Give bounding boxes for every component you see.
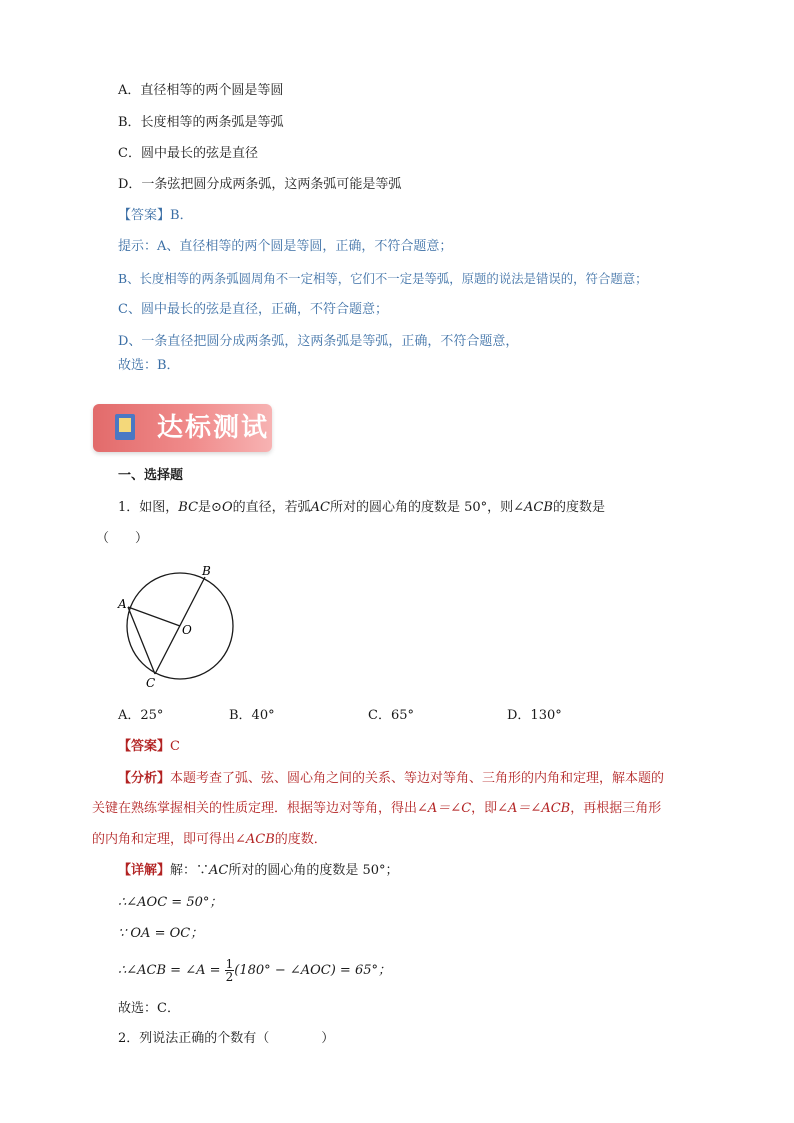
q1-o: O — [221, 500, 233, 515]
option-d: D．一条弦把圆分成两条弧，这两条弧可能是等弧 — [118, 177, 402, 192]
section-banner — [93, 404, 272, 452]
q1-analysis-2b: ∠A＝∠C — [417, 801, 472, 816]
q1-detail-1 — [118, 862, 399, 880]
q1-analysis-2c: ，即 — [471, 801, 498, 816]
label-c: C — [146, 676, 156, 690]
q1-analysis-2 — [92, 800, 661, 818]
q1-detail-1c: 所对的圆心角的度数是 50°； — [228, 863, 399, 878]
label-b: B — [202, 564, 211, 578]
fraction-denominator: 2 — [225, 970, 234, 984]
option-b: B．长度相等的两条弧是等弧 — [118, 115, 284, 130]
q2-stem: 2．列说法正确的个数有（ ） — [118, 1031, 335, 1046]
q1-answer-value: C — [170, 739, 180, 754]
q1-detail-4b: (180° − ∠AOC) = 65°； — [234, 963, 391, 978]
q1-answer-label: 【答案】 — [118, 739, 171, 754]
label-a: A — [118, 597, 127, 611]
fraction-one-half — [225, 958, 235, 983]
q1-option-c: C．65° — [368, 708, 414, 723]
chord-ac — [128, 607, 155, 674]
section-heading: 一、选择题 — [118, 468, 184, 483]
q1-option-a: A．25° — [118, 708, 164, 723]
q1-detail-label: 【详解】 — [118, 863, 171, 878]
q1-prefix: 1．如图， — [118, 500, 179, 515]
segment-ao — [128, 607, 180, 626]
q1-analysis-2d: ∠A＝∠ACB — [497, 801, 571, 816]
q1-suffix: 的度数是 — [552, 500, 605, 515]
hint-b: B、长度相等的两条弧圆周角不一定相等，它们不一定是等弧，原题的说法是错误的，符合题意； — [118, 271, 648, 286]
q1-paren: （ ） — [96, 531, 149, 546]
q1-stem — [118, 499, 605, 517]
q1-answer — [118, 738, 180, 756]
option-c: C．圆中最长的弦是直径 — [118, 146, 258, 161]
option-a: A．直径相等的两个圆是等圆 — [118, 83, 284, 98]
hint-c: C、圆中最长的弦是直径，正确，不符合题意； — [118, 302, 388, 317]
top-answer-label: 【答案】 — [118, 208, 171, 223]
q1-analysis-2e: ，再根据三角形 — [570, 801, 662, 816]
q1-detail-1a: 解：∵ — [170, 863, 210, 878]
q1-mid1: 是⊙ — [198, 500, 222, 515]
q1-mid2: 的直径，若弧 — [232, 500, 311, 515]
q1-detail-4 — [118, 956, 391, 986]
top-answer-value: B． — [170, 208, 193, 223]
q1-acb: ACB — [524, 500, 553, 515]
q1-analysis-1 — [118, 770, 664, 788]
label-o: O — [182, 623, 192, 637]
q1-analysis-2a: 关键在熟练掌握相关的性质定理．根据等边对等角，得出 — [92, 801, 418, 816]
q1-analysis-3 — [92, 831, 327, 849]
q1-ac: AC — [310, 500, 330, 515]
q1-option-b: B．40° — [229, 708, 275, 723]
q1-detail-2: ∴∠AOC = 50°； — [118, 895, 223, 910]
q1-option-d: D．130° — [507, 708, 562, 723]
q1-mid3: 所对的圆心角的度数是 50°，则∠ — [329, 500, 525, 515]
book-icon — [115, 414, 135, 440]
circle-figure — [110, 560, 250, 690]
q1-analysis-3b: ∠ACB — [235, 832, 275, 847]
q1-conclusion: 故选：C． — [118, 1001, 180, 1016]
hint-a: 提示：A、直径相等的两个圆是等圆，正确，不符合题意； — [118, 239, 453, 254]
fraction-numerator: 1 — [225, 957, 234, 971]
q1-detail-1b: AC — [209, 863, 229, 878]
q1-analysis-3c: 的度数． — [274, 832, 327, 847]
q1-detail-3: ∵ OA = OC； — [118, 926, 204, 941]
q1-analysis-label: 【分析】 — [118, 771, 171, 786]
q1-analysis-text-1: 本题考查了弧、弦、圆心角之间的关系、等边对等角、三角形的内角和定理，解本题的 — [170, 771, 665, 786]
q1-analysis-3a: 的内角和定理，即可得出 — [92, 832, 236, 847]
top-conclusion: 故选：B． — [118, 358, 180, 373]
q1-detail-4a: ∴∠ACB = ∠A = — [118, 963, 225, 978]
top-answer — [118, 207, 193, 225]
q1-bc: BC — [178, 500, 199, 515]
hint-d: D、一条直径把圆分成两条弧，这两条弧是等弧，正确，不符合题意， — [118, 334, 519, 349]
banner-title: 达标测试 — [157, 413, 270, 443]
